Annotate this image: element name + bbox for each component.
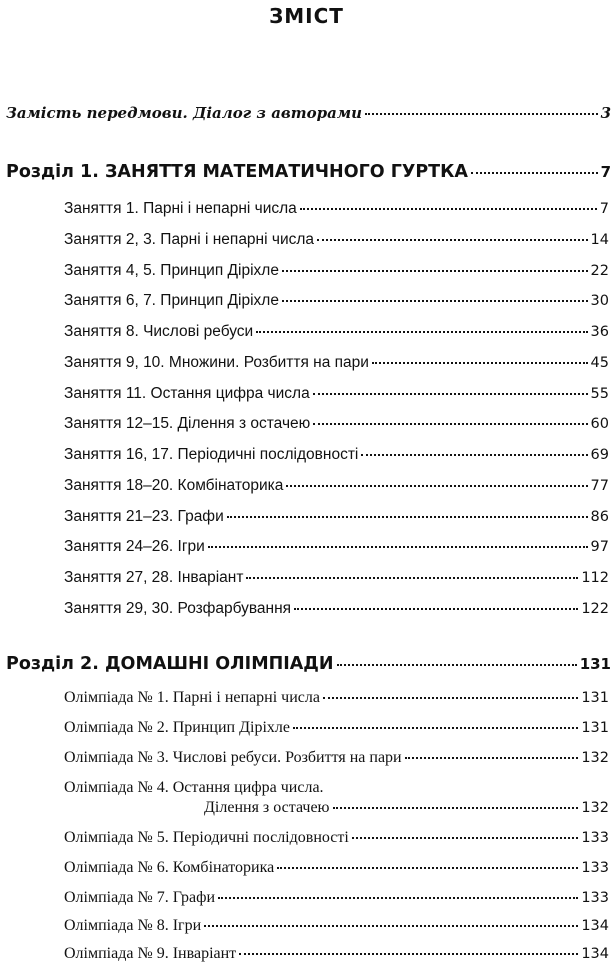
toc-entry-title: Заняття 4, 5. Принцип Діріхле — [64, 262, 279, 279]
toc-page-number: 132 — [581, 750, 609, 766]
toc-entry[interactable] — [64, 262, 609, 280]
dot-leader — [365, 112, 598, 115]
toc-entry[interactable] — [64, 508, 609, 526]
dot-leader — [372, 361, 588, 364]
dot-leader — [282, 269, 588, 272]
dot-leader — [239, 952, 578, 955]
toc-entry-title: Заняття 24–26. Ігри — [64, 538, 205, 555]
dot-leader — [277, 866, 578, 869]
toc-entry[interactable] — [64, 749, 609, 767]
toc-entry-title: Заняття 21–23. Графи — [64, 508, 224, 525]
toc-entry-title: Олімпіада № 8. Ігри — [64, 917, 202, 934]
toc-entry-title: Заняття 8. Числові ребуси — [64, 323, 254, 340]
toc-entry[interactable] — [64, 889, 609, 907]
toc-entry-title: Заняття 16, 17. Періодичні послідовності — [64, 446, 359, 463]
toc-entry-title: Олімпіада № 5. Періодичні послідовності — [64, 829, 349, 846]
toc-entry[interactable] — [64, 446, 609, 464]
dot-leader — [405, 756, 579, 759]
toc-page-number: 36 — [590, 324, 609, 340]
toc-page-number: 3 — [600, 104, 611, 122]
dot-leader — [204, 924, 578, 927]
dot-leader — [337, 663, 577, 666]
toc-entry-title: Ділення з остачею — [204, 799, 330, 816]
toc-page-number: 133 — [581, 830, 609, 846]
dot-leader — [313, 392, 588, 395]
dot-leader — [286, 484, 587, 487]
toc-entry-title: Заняття 1. Парні і непарні числа — [64, 200, 297, 217]
toc-page-number: 60 — [590, 416, 609, 432]
toc-page-number: 7 — [599, 201, 609, 217]
dot-leader — [246, 576, 578, 579]
section-title: Розділ 1. ЗАНЯТТЯ МАТЕМАТИЧНОГО ГУРТКА — [6, 162, 468, 182]
dot-leader — [317, 238, 588, 241]
toc-entry[interactable] — [204, 799, 609, 817]
page-title: ЗМІСТ — [269, 4, 344, 28]
toc-entry-title: Заняття 2, 3. Парні і непарні числа — [64, 231, 315, 248]
toc-entry-title: Заняття 6, 7. Принцип Діріхле — [64, 292, 279, 309]
toc-entry-title: Заняття 12–15. Ділення з остачею — [64, 415, 311, 432]
toc-entry[interactable] — [64, 569, 609, 587]
dot-leader — [282, 299, 588, 302]
toc-page-number: 131 — [581, 720, 609, 736]
toc-page-number: 133 — [581, 860, 609, 876]
toc-entry[interactable] — [64, 385, 609, 403]
toc-page-number: 132 — [581, 800, 609, 816]
toc-entry-title: Заняття 11. Остання цифра числа — [64, 385, 310, 402]
toc-entry[interactable] — [64, 538, 609, 556]
toc-page-number: 30 — [590, 293, 609, 309]
toc-entry-title: Олімпіада № 3. Числові ребуси. Розбиття на пари — [64, 749, 402, 766]
dot-leader — [471, 171, 598, 174]
toc-page-number: 133 — [581, 890, 609, 906]
toc-entry[interactable] — [64, 719, 609, 737]
dot-leader — [300, 207, 597, 210]
toc-entry[interactable] — [64, 292, 609, 310]
toc-entry[interactable] — [64, 200, 609, 218]
dot-leader — [313, 422, 587, 425]
toc-page-number: 77 — [590, 478, 609, 494]
toc-section-2-heading[interactable] — [6, 654, 611, 674]
toc-page-number: 134 — [581, 946, 609, 962]
dot-leader — [294, 607, 578, 610]
dot-leader — [227, 515, 588, 518]
toc-page-number: 45 — [590, 355, 609, 371]
dot-leader — [293, 726, 578, 729]
toc-entry-first-line[interactable]: Олімпіада № 4. Остання цифра числа. — [64, 779, 324, 796]
toc-entry-title: Заняття 29, 30. Розфарбування — [64, 600, 292, 617]
toc-entry-title: Замість передмови. Діалог з авторами — [6, 104, 363, 122]
toc-entry[interactable] — [64, 600, 609, 618]
dot-leader — [333, 806, 579, 809]
toc-page-number: 112 — [581, 570, 609, 586]
toc-entry-title: Заняття 27, 28. Інваріант — [64, 569, 244, 586]
toc-page-number: 69 — [590, 447, 609, 463]
dot-leader — [352, 836, 579, 839]
toc-page-number: 131 — [581, 690, 609, 706]
toc-page-number: 122 — [581, 601, 609, 617]
toc-entry-title: Олімпіада № 6. Комбінаторика — [64, 859, 275, 876]
toc-page-number: 131 — [579, 655, 611, 673]
toc-entry[interactable] — [64, 231, 609, 249]
toc-entry[interactable] — [64, 945, 609, 963]
toc-entry[interactable] — [64, 354, 609, 372]
toc-page-number: 86 — [590, 509, 609, 525]
toc-entry-title: Заняття 18–20. Комбінаторика — [64, 477, 284, 494]
toc-entry[interactable] — [64, 829, 609, 847]
toc-entry[interactable] — [64, 415, 609, 433]
dot-leader — [218, 896, 578, 899]
dot-leader — [323, 696, 578, 699]
toc-page-number: 97 — [590, 539, 609, 555]
toc-intro-entry[interactable] — [6, 104, 611, 122]
toc-entry[interactable] — [64, 477, 609, 495]
dot-leader — [208, 545, 588, 548]
toc-entry[interactable] — [64, 917, 609, 935]
toc-section-1-heading[interactable] — [6, 162, 611, 182]
toc-entry[interactable] — [64, 323, 609, 341]
toc-entry-title: Олімпіада № 2. Принцип Діріхле — [64, 719, 290, 736]
toc-entry[interactable] — [64, 689, 609, 707]
dot-leader — [361, 453, 587, 456]
toc-page-number: 22 — [590, 263, 609, 279]
toc-page-number: 55 — [590, 386, 609, 402]
dot-leader — [256, 330, 587, 333]
toc-page-number: 14 — [590, 232, 609, 248]
toc-entry-title: Заняття 9, 10. Множини. Розбиття на пари — [64, 354, 369, 371]
toc-page-number: 134 — [581, 918, 609, 934]
toc-entry-title: Олімпіада № 7. Графи — [64, 889, 215, 906]
toc-entry[interactable] — [64, 859, 609, 877]
toc-page-number: 7 — [600, 163, 611, 181]
toc-entry-title: Олімпіада № 1. Парні і непарні числа — [64, 689, 320, 706]
section-title: Розділ 2. ДОМАШНІ ОЛІМПІАДИ — [6, 654, 334, 674]
toc-entry-title: Олімпіада № 9. Інваріант — [64, 945, 237, 962]
